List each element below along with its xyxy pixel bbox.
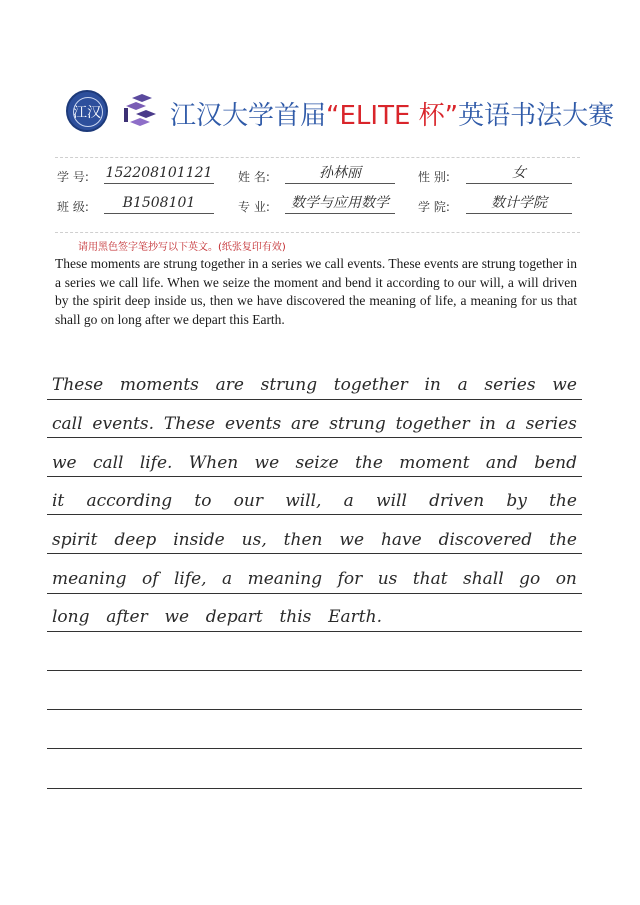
handwritten-word: deep — [114, 530, 157, 550]
writing-rule — [47, 437, 582, 438]
handwritten-word: a — [505, 414, 516, 434]
handwritten-word: for — [337, 569, 363, 589]
handwritten-word: shall — [463, 569, 504, 589]
handwritten-word: to — [194, 491, 212, 511]
handwritten-word: inside — [173, 530, 225, 550]
writing-rule — [47, 788, 582, 789]
handwritten-word: call — [92, 453, 124, 473]
handwritten-word: moment — [399, 453, 470, 473]
handwritten-word: the — [355, 453, 383, 473]
handwriting-line — [52, 491, 577, 511]
handwritten-word: by — [506, 491, 527, 511]
handwritten-word: events. — [92, 414, 155, 434]
dashed-divider — [55, 232, 580, 233]
gender-field: 女 — [466, 163, 572, 184]
handwritten-word: together — [395, 414, 470, 434]
handwritten-word: in — [479, 414, 496, 434]
handwritten-word: a — [457, 375, 468, 395]
handwritten-word: we — [164, 607, 190, 627]
handwritten-word: us — [377, 569, 398, 589]
major-label: 专 业: — [238, 200, 270, 214]
seal-text: 江汉 — [73, 105, 101, 121]
handwritten-word: Earth. — [328, 607, 382, 627]
handwritten-word: These — [52, 375, 104, 395]
writing-rule — [47, 709, 582, 710]
dashed-divider — [55, 157, 580, 158]
handwritten-word: we — [339, 530, 365, 550]
handwritten-word: a — [222, 569, 233, 589]
writing-rule — [47, 748, 582, 749]
source-passage: These moments are strung together in a series we call events. These events are strung together in a series we call life. When we seize the moment and bend it according to our will, a will driven by the spirit deep inside us, then we have discovered the meaning of life, a meaning for us that shall go on long after we depart this Earth. — [55, 256, 577, 327]
writing-rule — [47, 514, 582, 515]
handwritten-word: life, — [173, 569, 207, 589]
handwritten-word: driven — [429, 491, 485, 511]
handwritten-word: strung — [329, 414, 386, 434]
class-label: 班 级: — [57, 200, 89, 214]
handwritten-word: in — [424, 375, 441, 395]
writing-rule — [47, 631, 582, 632]
name-label: 姓 名: — [238, 170, 270, 184]
handwritten-word: our — [233, 491, 263, 511]
writing-rule — [47, 553, 582, 554]
handwritten-word: us, — [241, 530, 267, 550]
handwriting-line — [52, 530, 577, 550]
title-accent: “ELITE 杯” — [326, 101, 459, 131]
handwritten-word: discovered — [438, 530, 533, 550]
handwritten-word: will, — [285, 491, 322, 511]
major-field: 数学与应用数学 — [285, 193, 395, 214]
handwritten-word: are — [291, 414, 320, 434]
handwriting-line — [52, 375, 577, 395]
handwritten-word: then — [283, 530, 323, 550]
handwritten-word: meaning — [52, 569, 127, 589]
handwritten-word: depart — [205, 607, 263, 627]
handwritten-word: bend — [534, 453, 577, 473]
handwritten-word: that — [412, 569, 448, 589]
handwritten-word: These — [163, 414, 216, 434]
instruction-text: 请用黑色签字笔抄写以下英文。(纸张复印有效) — [78, 242, 286, 253]
handwritten-word: life. — [139, 453, 173, 473]
handwritten-word: go — [519, 569, 541, 589]
class-field: B1508101 — [104, 193, 214, 214]
handwritten-word: a — [343, 491, 354, 511]
writing-rule — [47, 593, 582, 594]
handwritten-word: events — [224, 414, 282, 434]
handwritten-word: long — [52, 607, 90, 627]
handwritten-word: this — [279, 607, 312, 627]
handwritten-word: When — [188, 453, 239, 473]
writing-rule — [47, 399, 582, 400]
handwritten-word: on — [555, 569, 577, 589]
handwritten-word: we — [52, 453, 77, 473]
handwritten-word: spirit — [52, 530, 98, 550]
handwritten-word: call — [52, 414, 83, 434]
college-label: 学 院: — [418, 200, 450, 214]
university-seal-logo — [66, 90, 108, 132]
college-field: 数计学院 — [466, 193, 572, 214]
handwritten-word: after — [106, 607, 148, 627]
contest-logo-icon — [122, 94, 158, 130]
handwritten-word: of — [141, 569, 159, 589]
handwritten-word: we — [254, 453, 280, 473]
gender-label: 性 别: — [418, 170, 450, 184]
handwritten-word: series — [525, 414, 577, 434]
handwritten-word: are — [215, 375, 244, 395]
handwritten-word: and — [485, 453, 518, 473]
title-prefix: 江汉大学首届 — [170, 101, 327, 131]
handwritten-word: together — [333, 375, 408, 395]
handwritten-word: we — [552, 375, 577, 395]
handwriting-line — [52, 569, 577, 589]
student-id-field: 152208101121 — [104, 163, 214, 184]
handwriting-line — [52, 607, 382, 627]
handwritten-word: strung — [260, 375, 318, 395]
handwritten-word: moments — [119, 375, 199, 395]
writing-rule — [47, 670, 582, 671]
handwritten-word: it — [52, 491, 65, 511]
handwritten-word: according — [86, 491, 173, 511]
handwritten-word: the — [549, 530, 577, 550]
handwritten-word: the — [549, 491, 577, 511]
handwriting-line — [52, 414, 577, 434]
handwriting-line — [52, 453, 577, 473]
title-suffix: 英语书法大赛 — [458, 101, 615, 131]
handwritten-word: meaning — [247, 569, 323, 589]
handwritten-word: have — [380, 530, 422, 550]
handwritten-word: seize — [295, 453, 339, 473]
writing-rule — [47, 476, 582, 477]
handwritten-word: will — [376, 491, 407, 511]
student-id-label: 学 号: — [57, 170, 89, 184]
handwritten-word: series — [484, 375, 536, 395]
name-field: 孙林丽 — [285, 163, 395, 184]
page-title — [170, 95, 614, 132]
